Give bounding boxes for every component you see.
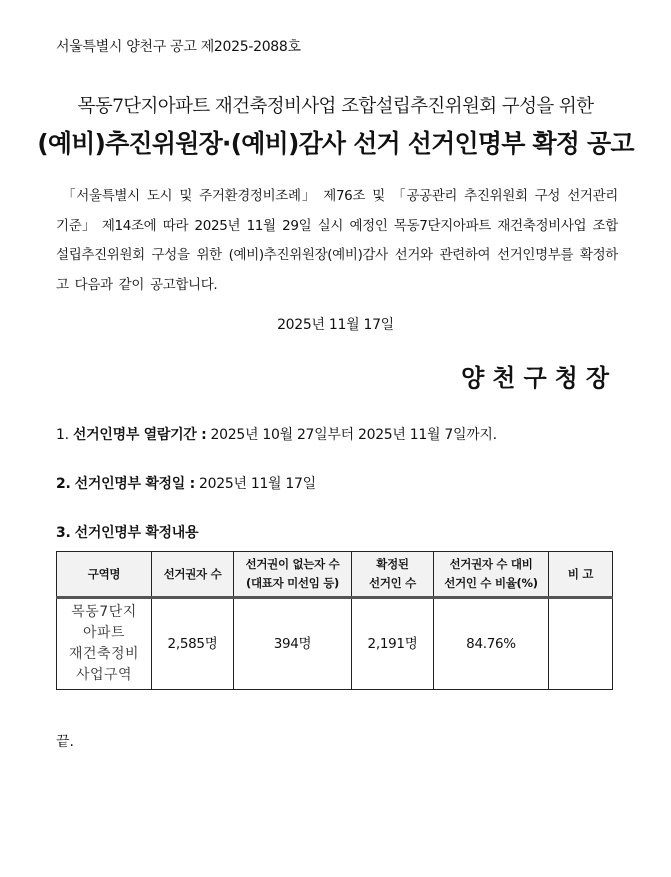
title-line-2: (예비)추진위원장·(예비)감사 선거 선거인명부 확정 공고	[37, 129, 634, 158]
section-label: 선거인명부 확정내용	[74, 525, 199, 541]
table-header-row	[57, 552, 613, 598]
section-value: 2025년 11월 17일	[199, 476, 316, 492]
header-eligible-voters: 선거권자 수	[152, 552, 234, 598]
section-confirmation-details	[56, 522, 198, 542]
section-label: 선거인명부 확정일 :	[74, 476, 195, 492]
table-row	[57, 598, 613, 690]
section-number: 2.	[56, 476, 71, 492]
section-label: 선거인명부 열람기간 :	[72, 427, 207, 443]
cell-ratio: 84.76%	[434, 598, 549, 690]
voter-roll-table	[56, 551, 613, 690]
section-viewing-period	[56, 424, 497, 444]
header-ineligible: 선거권이 없는자 수 (대표자 미선임 등)	[234, 552, 352, 598]
cell-remarks	[549, 598, 613, 690]
issuer-name: 양천구청장	[461, 364, 617, 392]
section-confirmation-date	[56, 473, 316, 493]
header-confirmed-voters: 확정된 선거인 수	[352, 552, 434, 598]
end-mark: 끝.	[56, 734, 74, 750]
cell-confirmed-voters: 2,191명	[352, 598, 434, 690]
cell-zone-name: 목동7단지 아파트 재건축정비 사업구역	[57, 598, 152, 690]
cell-eligible-voters: 2,585명	[152, 598, 234, 690]
intro-paragraph	[56, 182, 618, 300]
header-zone-name: 구역명	[57, 552, 152, 598]
intro-text: 「서울특별시 도시 및 주거환경정비조례」 제76조 및 「공공관리 추진위원회 구성 선거관리 기준」 제14조에 따라 2025년 11월 29일 실시 예정인 목동7단지아파트 재건축정비사업 조합설립추진위원회 구성을 위한 (예비)추진위원장(예비)감사 선거와 관련하여 선거인명부를 확정하고 다음과 같이 공고합니다.	[56, 188, 618, 293]
section-number: 3.	[56, 525, 71, 541]
document-number: 서울특별시 양천구 공고 제2025-2088호	[56, 39, 301, 55]
cell-ineligible: 394명	[234, 598, 352, 690]
title-line-1: 목동7단지아파트 재건축정비사업 조합설립추진위원회 구성을 위한	[77, 96, 594, 117]
header-ratio: 선거권자 수 대비 선거인 수 비율(%)	[434, 552, 549, 598]
section-number: 1.	[56, 427, 69, 443]
section-value: 2025년 10월 27일부터 2025년 11월 7일까지.	[210, 427, 497, 443]
header-remarks: 비 고	[549, 552, 613, 598]
announcement-date: 2025년 11월 17일	[277, 317, 394, 333]
